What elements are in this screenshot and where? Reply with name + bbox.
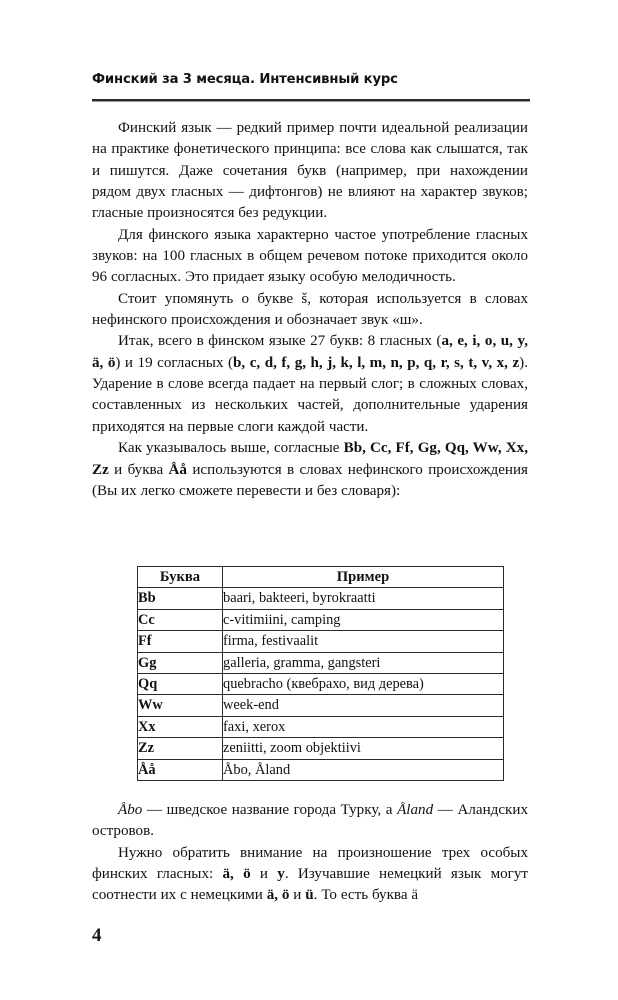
- paragraph-6-middle: — шведское название города Турку, а: [142, 802, 398, 818]
- table-cell-letter: Åå: [138, 759, 223, 780]
- table-cell-letter: Qq: [138, 674, 223, 695]
- table-cell-letter: Ff: [138, 631, 223, 652]
- paragraph-2: [92, 225, 528, 289]
- table-row: [138, 609, 504, 630]
- table-cell-letter: Cc: [138, 609, 223, 630]
- paragraph-4: [92, 331, 528, 438]
- table-cell-example: c-vitimiini, camping: [223, 609, 504, 630]
- paragraph-5-suffix: используются в словах нефинского происхождения (Вы их легко сможете перевести и без словаря):: [92, 461, 528, 499]
- finnish-vowels-1: ä, ö: [222, 866, 251, 883]
- table-row: [138, 738, 504, 759]
- table-cell-example: week-end: [223, 695, 504, 716]
- header-rule: [92, 99, 530, 102]
- abo-italic: Åbo: [118, 802, 143, 818]
- paragraph-5: [92, 438, 528, 502]
- table-row: [138, 759, 504, 780]
- table-cell-example: faxi, xerox: [223, 716, 504, 737]
- table-row: [138, 588, 504, 609]
- paragraph-6: [92, 800, 528, 843]
- paragraph-7-middle-3: и: [289, 887, 306, 904]
- letters-table: [137, 566, 504, 781]
- table-cell-letter: Ww: [138, 695, 223, 716]
- paragraph-7-middle-2: . Изучавшие немецкий язык могут соотнести их с немецкими: [92, 866, 529, 904]
- running-header-title: Финский за 3 месяца. Интенсивный курс: [92, 72, 398, 87]
- body-text-top: [92, 118, 528, 502]
- paragraph-3: [92, 289, 528, 332]
- table-cell-example: Åbo, Åland: [223, 759, 504, 780]
- letters-table-wrapper: [137, 566, 503, 781]
- paragraph-7-middle-1: и: [250, 866, 278, 883]
- consonant-list: b, c, d, f, g, h, j, k, l, m, n, p, q, r, s, t, v, x, z: [233, 354, 520, 371]
- aland-italic: Åland: [397, 802, 434, 818]
- table-cell-example: baari, bakteeri, byrokraatti: [223, 588, 504, 609]
- table-cell-example: firma, festivaalit: [223, 631, 504, 652]
- paragraph-1-text: Финский язык — редкий пример почти идеальной реализации на практике фонетического принципа: все слова как слышатся, так и пишутся. Даже сочетания букв (например, при нахождении рядом двух гласных — дифтонгов) не влияют на характер звуков; гласные произносятся без редукции.: [92, 120, 528, 222]
- vowel-list: a, e, i, o, u, y, ä, ö: [92, 333, 528, 371]
- paragraph-7-suffix: . То есть буква ä: [313, 887, 419, 904]
- table-row: [138, 652, 504, 673]
- paragraph-5-prefix: Как указывалось выше, согласные: [118, 440, 344, 457]
- paragraph-4-middle: ) и 19 согласных (: [115, 354, 234, 371]
- table-cell-example: quebracho (квебрахо, вид дерева): [223, 674, 504, 695]
- paragraph-6-suffix: — Аландских островов.: [92, 802, 528, 840]
- paragraph-4-prefix: Итак, всего в финском языке 27 букв: 8 гласных (: [118, 333, 442, 350]
- table-row: [138, 716, 504, 737]
- body-text-bottom: [92, 800, 528, 907]
- table-column-header-example: Пример: [223, 567, 504, 588]
- table-row: [138, 631, 504, 652]
- table-cell-example: galleria, gramma, gangsteri: [223, 652, 504, 673]
- german-vowels-2: ü: [305, 887, 314, 904]
- paragraph-7-prefix: Нужно обратить внимание на произношение трех особых финских гласных:: [92, 844, 528, 883]
- table-header-row: [138, 567, 504, 588]
- german-vowels-1: ä, ö: [266, 887, 290, 904]
- paragraph-1: [92, 118, 528, 225]
- paragraph-2-text: Для финского языка характерно частое употребление гласных звуков: на 100 гласных в общем речевом потоке приходится около 96 согласных. Это придает языку особую мелодичность.: [92, 226, 528, 286]
- table-cell-letter: Xx: [138, 716, 223, 737]
- table-cell-letter: Bb: [138, 588, 223, 609]
- paragraph-7: [92, 843, 528, 907]
- paragraph-3-text: Стоит упомянуть о букве š, которая используется в словах нефинского происхождения и обозначает звук «ш».: [92, 290, 528, 329]
- paragraph-5-middle: и буква: [108, 461, 169, 478]
- table-cell-letter: Zz: [138, 738, 223, 759]
- page-number: 4: [92, 925, 102, 946]
- paragraph-4-suffix: ). Ударение в слове всегда падает на первый слог; в сложных словах, составленных из нескольких частей, дополнительные ударения приходятся на первые слоги каждой части.: [92, 354, 528, 435]
- table-cell-letter: Gg: [138, 652, 223, 673]
- finnish-vowels-2: у: [277, 866, 285, 883]
- table-row: [138, 695, 504, 716]
- table-cell-example: zeniitti, zoom objektiivi: [223, 738, 504, 759]
- foreign-letter-list-2: Åå: [168, 461, 187, 478]
- table-row: [138, 674, 504, 695]
- foreign-letter-list-1: Bb, Cc, Ff, Gg, Qq, Ww, Xx, Zz: [92, 440, 528, 478]
- table-column-header-letter: Буква: [138, 567, 223, 588]
